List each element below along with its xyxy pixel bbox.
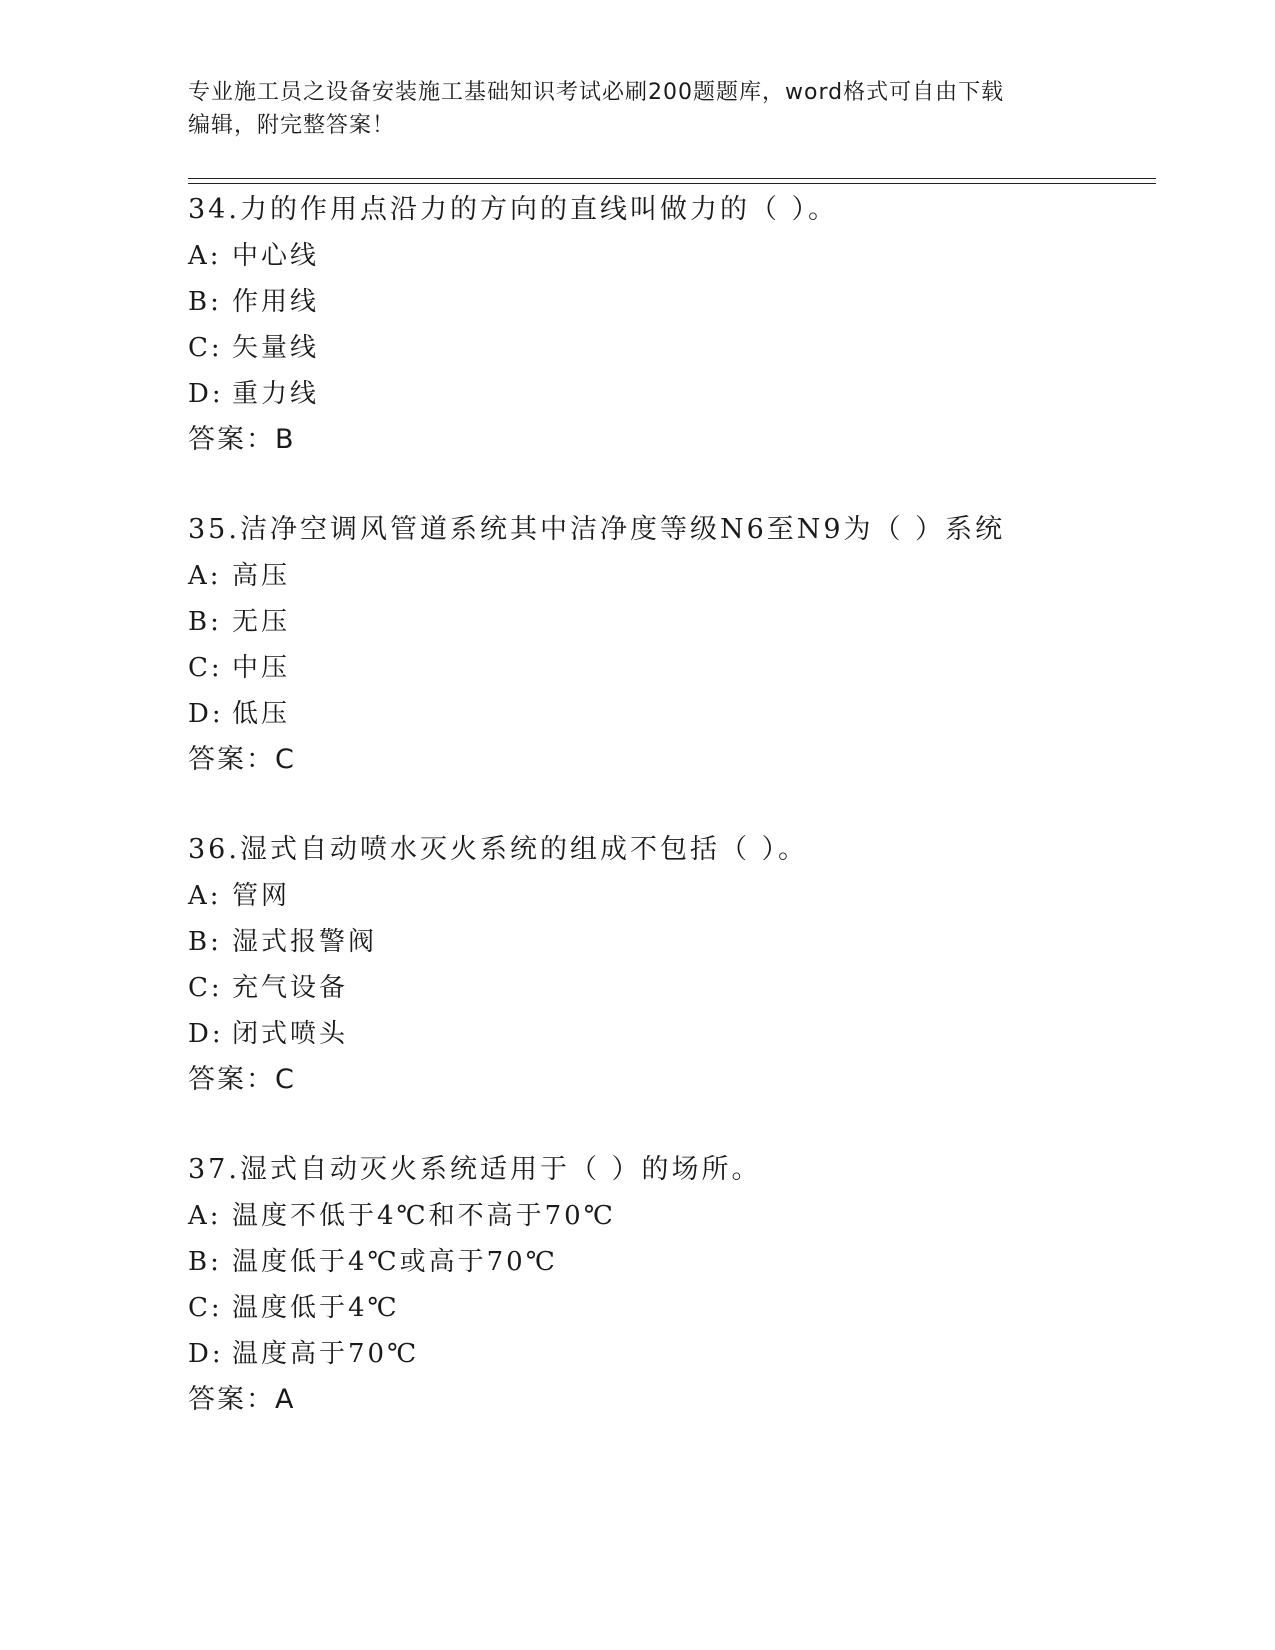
option-key: C: bbox=[188, 653, 223, 683]
option-key: D: bbox=[188, 1019, 224, 1049]
option-text: 充气设备 bbox=[232, 973, 349, 1003]
answer: 答案：A bbox=[188, 1384, 296, 1415]
question-stem: 34.力的作用点沿力的方向的直线叫做力的（ ）。 bbox=[188, 194, 839, 225]
option-key: C: bbox=[188, 333, 223, 363]
option-key: C: bbox=[188, 973, 223, 1003]
question-stem: 35.洁净空调风管道系统其中洁净度等级N6至N9为（ ）系统 bbox=[188, 514, 1006, 545]
option-text: 温度低于4℃或高于70℃ bbox=[232, 1247, 558, 1277]
option-c bbox=[188, 645, 1168, 691]
document-header bbox=[188, 76, 1088, 142]
option-text: 温度不低于4℃和不高于70℃ bbox=[232, 1201, 616, 1231]
option-d bbox=[188, 371, 1168, 417]
option-text: 矢量线 bbox=[232, 333, 320, 363]
option-key: A: bbox=[188, 561, 222, 591]
option-key: B: bbox=[188, 1247, 222, 1277]
question-34 bbox=[188, 187, 1168, 463]
answer: 答案：B bbox=[188, 424, 296, 455]
option-text: 湿式报警阀 bbox=[232, 927, 378, 957]
option-key: B: bbox=[188, 287, 222, 317]
option-text: 无压 bbox=[232, 607, 291, 637]
option-text: 闭式喷头 bbox=[232, 1019, 349, 1049]
question-37 bbox=[188, 1147, 1168, 1423]
question-stem: 36.湿式自动喷水灭火系统的组成不包括（ ）。 bbox=[188, 834, 809, 865]
option-d bbox=[188, 1011, 1168, 1057]
option-key: B: bbox=[188, 607, 222, 637]
option-c bbox=[188, 1285, 1168, 1331]
header-divider-bottom bbox=[188, 183, 1156, 184]
header-line-1: 专业施工员之设备安装施工基础知识考试必刷200题题库，word格式可自由下载 bbox=[188, 80, 1005, 105]
answer: 答案：C bbox=[188, 744, 296, 775]
option-text: 温度低于4℃ bbox=[232, 1293, 400, 1323]
option-key: D: bbox=[188, 699, 224, 729]
header-divider-top bbox=[188, 178, 1156, 179]
question-stem: 37.湿式自动灭火系统适用于（ ）的场所。 bbox=[188, 1154, 762, 1185]
option-a bbox=[188, 1193, 1168, 1239]
answer: 答案：C bbox=[188, 1064, 296, 1095]
option-key: C: bbox=[188, 1293, 223, 1323]
option-c bbox=[188, 325, 1168, 371]
option-a bbox=[188, 873, 1168, 919]
option-key: A: bbox=[188, 1201, 222, 1231]
option-b bbox=[188, 1239, 1168, 1285]
question-36 bbox=[188, 827, 1168, 1103]
option-text: 中压 bbox=[232, 653, 291, 683]
option-c bbox=[188, 965, 1168, 1011]
option-text: 低压 bbox=[232, 699, 291, 729]
option-d bbox=[188, 691, 1168, 737]
option-b bbox=[188, 279, 1168, 325]
header-line-2: 编辑，附完整答案！ bbox=[188, 113, 396, 138]
option-b bbox=[188, 919, 1168, 965]
option-key: A: bbox=[188, 881, 222, 911]
option-b bbox=[188, 599, 1168, 645]
option-key: D: bbox=[188, 379, 224, 409]
option-a bbox=[188, 553, 1168, 599]
option-a bbox=[188, 233, 1168, 279]
option-text: 重力线 bbox=[232, 379, 320, 409]
option-key: D: bbox=[188, 1339, 224, 1369]
option-text: 管网 bbox=[232, 881, 291, 911]
option-text: 高压 bbox=[232, 561, 291, 591]
option-key: A: bbox=[188, 241, 222, 271]
question-35 bbox=[188, 507, 1168, 783]
option-text: 中心线 bbox=[232, 241, 320, 271]
option-text: 温度高于70℃ bbox=[232, 1339, 420, 1369]
option-text: 作用线 bbox=[232, 287, 320, 317]
option-key: B: bbox=[188, 927, 222, 957]
option-d bbox=[188, 1331, 1168, 1377]
